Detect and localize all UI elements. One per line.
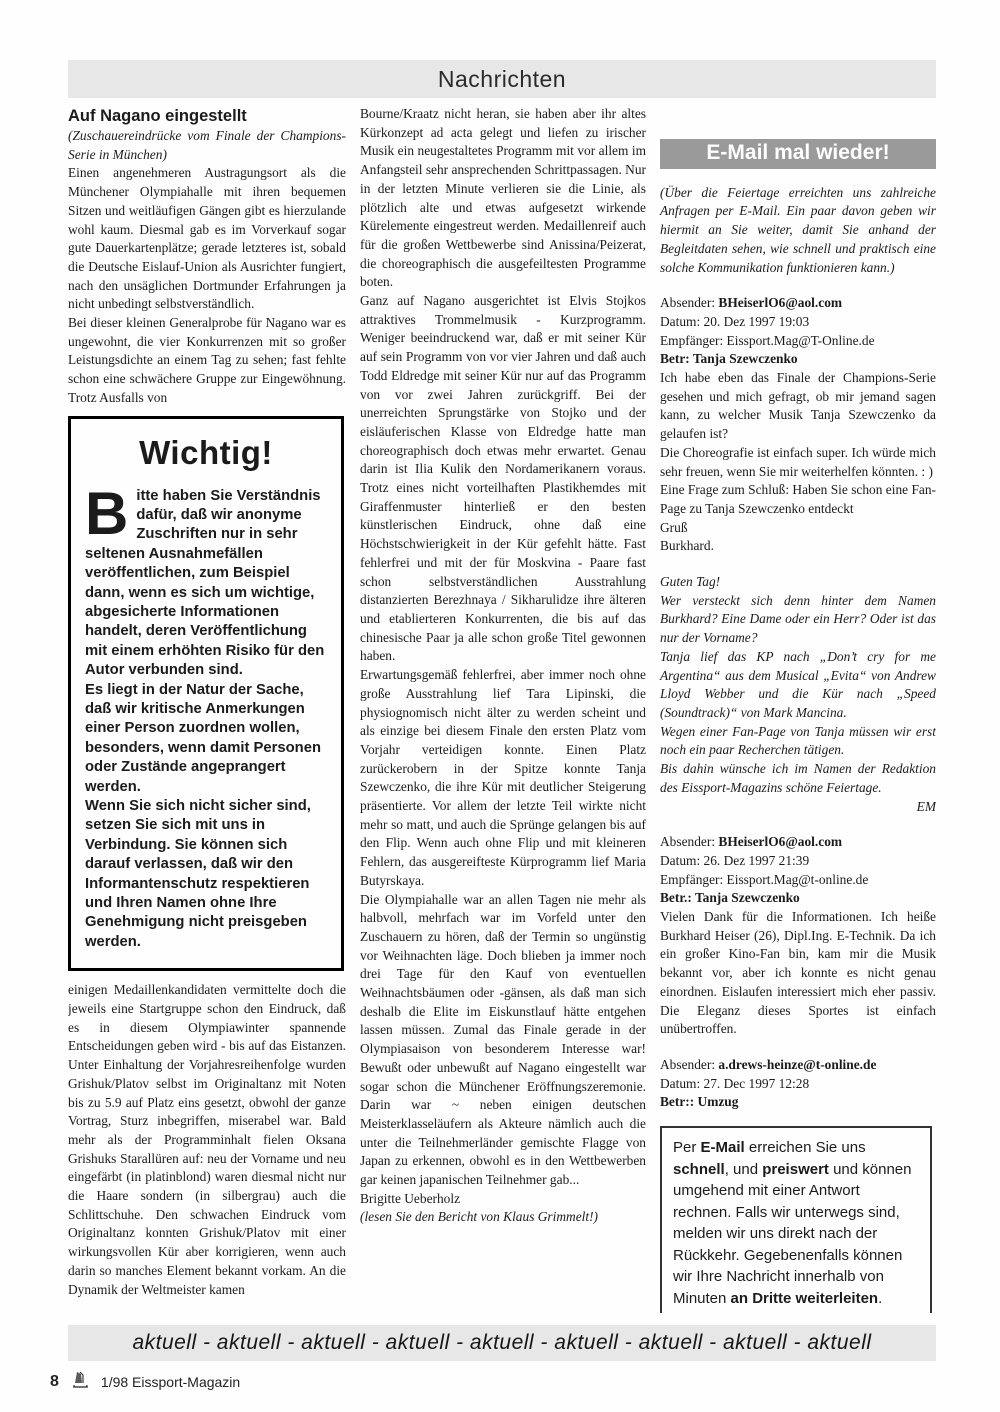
- absender-label: Absender:: [660, 1056, 719, 1072]
- paragraph: Einen angenehmeren Austragungsort als die Münchener Olympiahalle mit ihren bequemen Sitzen und weitläufigen Gängen gibt es hierzulande wohl kaum. Diesmal gab es im Vorverkauf sogar gute Dauerkartenplätze; gerade letzteres ist, sobald die Deutsche Eislauf-Union als Ausrichter fungiert, nach den unsäglichen Dortmunder Erfahrungen ja nicht unbedingt selbstverständlich.: [68, 165, 346, 312]
- info-text-bold: E-Mail: [700, 1139, 745, 1157]
- paragraph: einigen Medaillenkandidaten vermittelte doch die jeweils eine Startgruppe schon den Eindruck, daß es in diesem Olympiawinter spannende Entscheidungen geben wird - bis auf das Eistanzen. Unter Einhaltung der Vorjahresreihenfolge wurden Grishuk/Platov selbst im Originaltanz mit Noten bis zu 5.9 auf Platz eins gesetzt, obwohl der ganze Vortrag, Sturz inbegriffen, miserabel war. Bald mehr als der Programminhalt fielen Oksana Grishuks Starallüren auf: neu der Vorname und neu eingefärbt (in platinblond) waren diesmal nicht nur die Haare sondern (in silbergrau) auch die Schlittschuhe. Den schwachen Eindruck vom Originaltanz konnten Grishuk/Platov mit einer wirkungsvollen Kür aber korrigieren, wenn auch darin so manches Element bekannt vorkam. An die Dynamik der Weltmeister kamen: [68, 982, 346, 1297]
- notice-paragraph: Wenn Sie sich nicht sicher sind, setzen Sie sich mit uns in Verbindung. Sie können sich darauf verlassen, daß wir den Informantenschutz respektieren und Ihren Namen ohne Ihre Genehmigung nicht preisgeben werden.: [85, 798, 311, 950]
- email-intro: (Über die Feiertage erreichten uns zahlreiche Anfragen per E-Mail. Ein paar davon geben wir hiermit an Sie weiter, damit Sie anhand der Begleitdaten sehen, wie schnell und praktisch eine solche Kommunikation funktionieren kann.): [660, 184, 936, 275]
- email-absender-line: [660, 1056, 936, 1075]
- email-body: Eine Frage zum Schluß: Haben Sie schon eine Fan-Page zu Tanja Szewczenko entdeckt: [660, 482, 936, 516]
- info-text: Per: [673, 1139, 701, 1157]
- ice-skate-logo-icon: [68, 1370, 92, 1394]
- page-footer: [50, 1370, 936, 1394]
- section-title: Nachrichten: [437, 65, 567, 92]
- absender-address: a.drews-heinze@t-online.de: [718, 1056, 877, 1072]
- aktuell-banner: [68, 1325, 936, 1361]
- notice-paragraph: Es liegt in der Natur der Sache, daß wir kritische Anmerkungen einer Person zuordnen wollen, besonders, wenn damit Personen oder Zustände angeprangert werden.: [85, 681, 321, 795]
- wichtig-notice-box: [68, 416, 344, 972]
- paragraph: Erwartungsgemäß fehlerfrei, aber immer noch ohne große Ausstrahlung lief Tara Lipinski, die physiognomisch nicht älter zu werden scheint und als einzige bei diesem Finale den ersten Platz vom Vorjahr verteidigen konnte. Einen Platz zurückerobern in der Spitze konnte Tanja Szewczenko, die ihre Kür mit deutlicher Steigerung präsentierte. Vor allem der letzte Teil wirkte nicht mehr so matt, und auch die Sprünge gelangen bis auf den Flip. Wenn auch ohne Flip und mit kleineren Fehlern, das ausgereifteste Kürprogramm lief Maria Butyrskaya.: [360, 667, 646, 888]
- info-text: und können umgehend mit einer Antwort rechnen. Falls wir unterwegs sind, melden wir uns direkt nach der Rückkehr. Gegebenenfalls können wir Ihre Nachricht innerhalb von Minuten: [673, 1160, 912, 1307]
- info-text: , und: [724, 1160, 763, 1178]
- editor-reply: [660, 573, 936, 816]
- byline: Brigitte Ueberholz: [360, 1190, 461, 1206]
- email-datum-line: Datum: 27. Dec 1997 12:28: [660, 1075, 810, 1091]
- middle-column: [360, 105, 646, 1313]
- aktuell-banner-text: aktuell - aktuell - aktuell - aktuell - aktuell - aktuell - aktuell - aktuell - aktuell: [132, 1331, 872, 1354]
- absender-label: Absender:: [660, 295, 719, 311]
- reply-sign: EM: [916, 798, 936, 814]
- email-absender-line: [660, 833, 936, 852]
- article-subtitle: (Zuschauereindrücke vom Finale der Champions-Serie in München): [68, 128, 346, 162]
- email-signature: Burkhard.: [660, 538, 714, 554]
- absender-address: BHeiserlO6@aol.com: [718, 834, 843, 850]
- section-header-band: [68, 60, 936, 98]
- email-info-box: [660, 1126, 932, 1313]
- email-absender-line: [660, 294, 936, 313]
- email-body: Ich habe eben das Finale der Champions-Serie gesehen und mich gefragt, ob mir jemand sagen kann, zu welcher Musik Tanja Szewczenko da gelaufen ist?: [660, 370, 936, 442]
- email-section-title: E-Mail mal wieder!: [706, 141, 890, 164]
- absender-address: BHeiserlO6@aol.com: [718, 295, 843, 311]
- issue-label: 1/98 Eissport-Magazin: [100, 1374, 241, 1390]
- reply-paragraph: Wegen einer Fan-Page von Tanja müssen wir erst noch ein paar Recherchen tätigen.: [660, 723, 936, 758]
- paragraph: Bei dieser kleinen Generalprobe für Nagano war es ungewohnt, die vier Konkurrenzen mit so großer Leistungsdichte an einem Tag zu sehen; fast fehlte schon eine schwächere Gruppe zur Eingewöhnung. Trotz Ausfalls von: [68, 315, 346, 405]
- email-message-3: [660, 1056, 936, 1112]
- email-betreff-line: Betr:: Umzug: [660, 1094, 739, 1110]
- info-text-bold: preiswert: [762, 1160, 829, 1178]
- email-betreff-line: Betr.: Tanja Szewczenko: [660, 890, 800, 906]
- editor-note: (lesen Sie den Bericht von Klaus Grimmelt!): [360, 1209, 598, 1225]
- email-betreff-line: Betr: Tanja Szewczenko: [660, 351, 798, 367]
- paragraph: Bourne/Kraatz nicht heran, sie haben aber ihr altes Kürkonzept ad acta gelegt und liefen zu irischer Musik ein neugestaltetes Programm mit vor allem im Anfangsteil sehr ansprechenden Schrittpassagen. Nur in der letzten Minute verlieren sie die Linie, als plötzlich alte und etwas aufgesetzt wirkende Kürelemente eingestreut werden. Medaillenreif auch für die großen Wettbewerbe sind Anissina/Peizerat, die choreographisch die ausgefeiltesten Programme boten.: [360, 106, 646, 290]
- info-text-bold: schnell: [673, 1160, 725, 1178]
- paragraph: Ganz auf Nagano ausgerichtet ist Elvis Stojkos attraktives Trommelmusik - Kurzprogramm. Weniger beeindruckend war, daß er mit seiner Kür auf sein Programm von vor vier Jahren und daß auch Todd Eldredge mit seiner Kür nur auf das Programm von vor zwei Jahren zurückgriff. Bei der unerreichten Sprungstärke von Stojko und der eisläuferischen Klasse von Eldredge hatte man choreographisch doch etwas mehr erwartet. Genau darin ist Ilia Kulik den Nordamerikanern voraus. Trotz eines nicht vorteilhaften Plastikhemdes mit Giraffenmuster hinterließ er den besten künstlerischen Eindruck, ohne daß eine Höchstschwierigkeit in der Kür gefehlt hätte. Fast fehlerfrei und mit der für Moskvina - Paare fast schon selbstverständlichen Ausstrahlung distanzierten Berezhnaya / Sikharulidze ihre älteren und etablierteren Konkurrenten, die bis auf das chinesische Paar ja alle schon große Titel gewonnen haben.: [360, 293, 646, 664]
- email-datum-line: Datum: 26. Dez 1997 21:39: [660, 852, 810, 868]
- reply-greeting: Guten Tag!: [660, 574, 721, 590]
- email-body: Vielen Dank für die Informationen. Ich heiße Burkhard Heiser (26), Dipl.Ing. E-Technik. Da ich ein großer Kino-Fan bin, kam mir die Musik bekannt vor, aber ich konnte es nicht genau einordnen. Eislaufen interessiert mich eher passiv. Die Eleganz dieses Sportes ist einfach unübertroffen.: [660, 909, 936, 1037]
- left-column: [68, 105, 346, 1313]
- email-body: Die Choreografie ist einfach super. Ich würde mich sehr freuen, wenn Sie mir weiterhelfen könnten. : ): [660, 444, 936, 479]
- right-column: [660, 105, 936, 1313]
- notice-title: Wichtig!: [139, 433, 273, 471]
- reply-paragraph: Wer versteckt sich denn hinter dem Namen Burkhard? Eine Dame oder ein Herr? Oder ist das nur der Vorname?: [660, 592, 936, 646]
- email-section-banner: [660, 139, 936, 169]
- info-text: erreichen Sie uns: [744, 1139, 866, 1157]
- email-datum-line: Datum: 20. Dez 1997 19:03: [660, 313, 810, 329]
- page-number: 8: [50, 1373, 59, 1390]
- absender-label: Absender:: [660, 834, 719, 850]
- article-title: Auf Nagano eingestellt: [68, 107, 247, 125]
- dropcap-letter: B: [85, 479, 129, 547]
- email-message-2: [660, 833, 936, 1039]
- article-columns: [68, 105, 936, 1313]
- reply-paragraph: Bis dahin wünsche ich im Namen der Redaktion des Eissport-Magazins schöne Feiertage.: [660, 761, 936, 795]
- notice-text: itte haben Sie Verständnis dafür, daß wir anonyme Zuschriften nur in sehr seltenen Ausnahmefällen veröffentlichen, zum Beispiel dann, wenn es sich um wichtige, abgesicherte Informationen handelt, deren Veröffentlichung mit einem erhöhten Risiko für den Autor verbunden sind.: [85, 487, 325, 679]
- reply-paragraph: Tanja lief das KP nach „Don’t cry for me Argentina“ aus dem Musical „Evita“ von Andrew Lloyd Webber und die Kür nach „Speed (Soundtrack)“ von Mark Mancina.: [660, 648, 936, 720]
- email-gruss: Gruß: [660, 519, 688, 535]
- info-text: .: [878, 1289, 883, 1307]
- email-empfaenger-line: Empfänger: Eissport.Mag@t-online.de: [660, 871, 869, 887]
- email-empfaenger-line: Empfänger: Eissport.Mag@T-Online.de: [660, 332, 875, 348]
- paragraph: Die Olympiahalle war an allen Tagen nie mehr als halbvoll, mehrfach war im Vorfeld unter den Zuschauern zu hören, daß der Termin so ungünstig vor Weihnachten läge. Doch blieben ja immer noch drei Tage für den Kauf von eventuellen Weihnachtsbäumen oder -gänsen, als daß man sich deshalb die Elite im Eiskunstlauf hätte entgehen lassen müssen. Zumal das Finale gerade in der Olympiasaison von besonderem Interesse war! Bewußt oder unbewußt auf Nagano eingestellt war sogar schon die Münchener Eröffnungszeremonie. Darin war ~ neben einigen deutschen Meisterklasseläufern als Akteure nämlich auch die unter die Teilnehmerländer gemischte Flagge von Japan zu erkennen, obwohl es in den Wettbewerben gar keinen japanischen Teilnehmer gab...: [360, 891, 646, 1188]
- info-text-bold: an Dritte weiterleiten: [730, 1289, 879, 1307]
- email-message-1: [660, 294, 936, 556]
- notice-paragraph: [85, 479, 327, 681]
